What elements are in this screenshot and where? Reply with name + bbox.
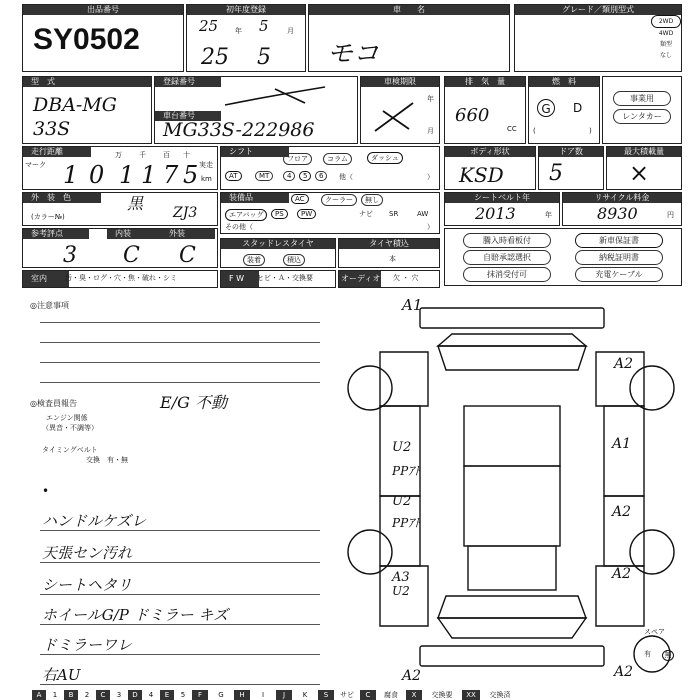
- equip-ps: PS: [271, 209, 288, 219]
- studless-mounted: 装着: [243, 254, 265, 266]
- grade-box: [514, 4, 682, 72]
- inspection-box: [360, 76, 440, 144]
- unit-hyaku: 百: [163, 151, 170, 159]
- legend-fushoku: 腐食: [384, 691, 398, 699]
- legend-c2: C: [360, 690, 376, 700]
- gear-4: 4: [283, 171, 295, 181]
- studless-loaded: 積込: [283, 254, 305, 266]
- digit-1: 1: [63, 161, 79, 189]
- audio-label: オーディオ: [339, 271, 381, 287]
- notes-line-3: [40, 362, 320, 363]
- docs-box: [444, 228, 682, 286]
- doc-tax: 納税証明書: [575, 250, 663, 265]
- doc-board: 騰入時看板付: [463, 233, 551, 248]
- grade-none: なし: [659, 52, 672, 59]
- equip-navi: ナビ: [359, 210, 373, 218]
- equip-pw: PW: [297, 209, 316, 219]
- equip-none: 無し: [361, 194, 383, 206]
- shift-mt: MT: [255, 171, 273, 181]
- inspection-header: 車検期限: [361, 77, 439, 87]
- recycle-box: [562, 192, 682, 226]
- car-name-value: モコ: [327, 39, 380, 69]
- legend-1: 1: [52, 691, 58, 699]
- interior-row-label: 室内: [23, 271, 69, 287]
- digit-5: 7: [163, 161, 179, 189]
- shift-dash: ダッシュ: [367, 152, 403, 164]
- legend-g: G: [218, 691, 224, 699]
- fuel-paren-open: (: [533, 127, 536, 135]
- spare-none: 無: [662, 650, 674, 661]
- legend-koukanzumi: 交換済: [489, 691, 511, 699]
- legend-3: 3: [116, 691, 122, 699]
- mark-right-a2-low: A2: [612, 566, 632, 582]
- model-box: [22, 76, 152, 144]
- exterior-header: 外 装 色: [23, 193, 101, 203]
- equip-sr: SR: [389, 210, 399, 218]
- exterior-value: 黒: [127, 194, 144, 213]
- mileage-km: km: [201, 175, 212, 183]
- remark-6: 右AU: [42, 666, 81, 684]
- legend-h: H: [234, 690, 250, 700]
- shift-floor: フロア: [283, 153, 312, 165]
- displacement-unit: CC: [507, 125, 517, 133]
- year-unit: 年: [235, 27, 242, 35]
- fw-row: [220, 270, 336, 288]
- displacement-header: 排 気 量: [445, 77, 525, 87]
- legend-xx: XX: [462, 690, 480, 700]
- legend-5: 5: [180, 691, 186, 699]
- notes-label: ◎注意事項: [30, 301, 69, 310]
- capacity-header: 最大積載量: [607, 147, 681, 157]
- lot-number: SY0502: [33, 23, 140, 56]
- chassis-header: 車台番号: [155, 111, 221, 121]
- gear-6: 6: [315, 171, 327, 181]
- equip-airbag: エアバッグ: [225, 209, 267, 221]
- seatbelt-header: シートベルト年: [445, 193, 559, 203]
- spare-label: スペア: [644, 628, 665, 636]
- car-name-header: 車 名: [309, 5, 509, 15]
- doors-box: [538, 146, 604, 190]
- mileage-box: [22, 146, 218, 190]
- mark-rear-a1: A2: [402, 668, 422, 684]
- grade-2wd: 2WD: [651, 15, 681, 28]
- displacement-box: [444, 76, 526, 144]
- remark-4: ホイールG/P ドミラー キズ: [42, 606, 229, 624]
- fuel-d: D: [573, 101, 583, 115]
- seatbelt-unit: 年: [545, 211, 552, 219]
- score-value: 3: [63, 243, 77, 268]
- interior-row: [22, 270, 218, 288]
- exterior-score: C: [179, 243, 196, 268]
- interior-row-items: 汚・臭・ログ・穴・焦・破れ・シミ: [65, 274, 177, 282]
- first-reg-box: [186, 4, 306, 72]
- mark-left-a3: A3: [392, 570, 410, 585]
- shift-box: [220, 146, 440, 190]
- grade-header: グレード／類別型式: [515, 5, 681, 15]
- notes-line-2: [40, 342, 320, 343]
- fw-items: ヒビ・Ａ・交換要: [257, 274, 313, 282]
- legend-4: 4: [148, 691, 154, 699]
- legend-sabi: サビ: [340, 691, 354, 699]
- legend-2: 2: [84, 691, 90, 699]
- gear-5: 5: [299, 171, 311, 181]
- remark-3: シートヘタリ: [42, 576, 133, 594]
- legend-s: S: [318, 690, 334, 700]
- remark-5: ドミラーワレ: [42, 636, 133, 654]
- doc-jibai: 自賠承認選択: [463, 250, 551, 265]
- usage-rental: レンタカー: [613, 109, 671, 124]
- legend-strip: [32, 690, 682, 700]
- doors-header: ドア数: [539, 147, 603, 157]
- remark-1: ハンドルケズレ: [42, 512, 147, 530]
- mark-left-u2-top: U2: [392, 440, 412, 455]
- mark-left-u2-mid: U2: [392, 494, 412, 509]
- capacity-value: ×: [629, 159, 650, 187]
- body-type-value: KSD: [459, 163, 504, 187]
- legend-k: K: [302, 691, 308, 699]
- legend-f: F: [192, 690, 208, 700]
- scores-header: 参考評点: [23, 229, 89, 239]
- mileage-mark: マーク: [25, 161, 46, 169]
- mark-left-pp-mid: PPｱﾄ: [392, 516, 421, 530]
- legend-i: I: [261, 691, 265, 699]
- grade-type: 類型: [659, 41, 672, 48]
- mark-right-a2-top: A2: [614, 356, 634, 372]
- notes-line-1: [40, 322, 320, 323]
- digit-2: 0: [89, 161, 105, 189]
- mileage-flag: 実走: [199, 161, 213, 169]
- doc-warranty: 新車保証書: [575, 233, 663, 248]
- timing-opts: 交換 有・無: [86, 456, 128, 464]
- exterior-score-header: 外装: [161, 229, 215, 239]
- unit-man: 万: [115, 151, 122, 159]
- inspection-year-unit: 年: [427, 95, 434, 103]
- mark-left-pp-top: PPｱﾄ: [392, 464, 421, 478]
- shift-close: ）: [427, 173, 434, 181]
- registration-box: [154, 76, 358, 144]
- legend-koukanyou: 交換要: [431, 691, 453, 699]
- model-value: DBA-MG33S: [33, 94, 117, 140]
- recycle-unit: 円: [667, 211, 674, 219]
- equip-aw: AW: [417, 210, 429, 218]
- interior-score: C: [123, 243, 140, 268]
- equipment-header: 装備品: [221, 193, 289, 203]
- lot-header: 出品番号: [23, 5, 183, 15]
- usage-box: [602, 76, 682, 144]
- unit-sen: 千: [139, 151, 146, 159]
- equipment-box: [220, 192, 440, 234]
- body-type-box: [444, 146, 536, 190]
- tire-value: 本: [389, 255, 396, 263]
- doors-value: 5: [549, 161, 563, 186]
- remark-line-6: [40, 684, 320, 685]
- equip-cooler: クーラー: [321, 194, 357, 206]
- mark-right-a1: A1: [612, 436, 632, 452]
- equip-other: その他（: [225, 223, 253, 231]
- interior-header: 内装: [107, 229, 161, 239]
- digit-6: 5: [183, 161, 199, 189]
- grade-options: [651, 15, 681, 61]
- tire-header: タイヤ積込: [339, 239, 439, 249]
- mark-right-a2-mid: A2: [612, 504, 632, 520]
- car-name-box: [308, 4, 510, 72]
- exterior-box: [22, 192, 218, 226]
- inspector-remark-1: E/G 不動: [160, 393, 227, 412]
- legend-x: X: [406, 690, 422, 700]
- audio-row: [338, 270, 440, 288]
- first-reg-hand-year: 25: [201, 45, 229, 70]
- usage-business: 事業用: [613, 91, 671, 106]
- fuel-g: G: [537, 99, 555, 117]
- capacity-box: [606, 146, 682, 190]
- registration-header: 登録番号: [155, 77, 221, 87]
- studless-box: [220, 238, 336, 268]
- remark-2: 天張セン汚れ: [42, 544, 133, 562]
- recycle-value: 8930: [597, 204, 638, 223]
- exterior-color-no: (カラー№): [31, 213, 65, 221]
- first-reg-month: 5: [259, 17, 269, 35]
- first-reg-header: 初年度登録: [187, 5, 305, 15]
- model-header: 型 式: [23, 77, 151, 87]
- first-reg-hand-month: 5: [257, 45, 271, 70]
- recycle-header: リサイクル料金: [563, 193, 681, 203]
- equip-close: ）: [427, 223, 434, 231]
- seatbelt-value: 2013: [475, 204, 516, 223]
- first-reg-era: 25: [199, 17, 219, 35]
- fuel-box: [528, 76, 600, 144]
- month-unit: 月: [287, 27, 294, 35]
- studless-header: スタッドレスタイヤ: [221, 239, 335, 249]
- legend-a: A: [32, 690, 46, 700]
- seatbelt-box: [444, 192, 560, 226]
- fw-label: F W: [221, 271, 259, 287]
- doc-cable: 充電ケーブル: [575, 267, 663, 282]
- bullet: •: [42, 484, 50, 498]
- legend-c: C: [96, 690, 110, 700]
- chassis-value: MG33S-222986: [163, 119, 315, 141]
- inspection-cross: [369, 97, 429, 137]
- scores-box: [22, 228, 218, 268]
- audio-items: 欠 ・ 穴: [393, 274, 419, 282]
- legend-d: D: [128, 690, 142, 700]
- mileage-header: 走行距離: [23, 147, 91, 157]
- equip-ac: AC: [291, 194, 309, 204]
- mark-front-a1: A1: [402, 296, 423, 314]
- mark-rear-a2: A2: [614, 664, 634, 680]
- engine-label: エンジン関係: [46, 414, 88, 422]
- engine-sub: （異音・不調等）: [42, 424, 98, 432]
- shift-other: 他（: [339, 173, 353, 181]
- tire-box: [338, 238, 440, 268]
- digit-3: 1: [119, 161, 135, 189]
- legend-e: E: [160, 690, 174, 700]
- shift-at: AT: [225, 171, 242, 181]
- inspector-label: ◎検査員報告: [30, 399, 77, 408]
- doc-cancel: 抹消受付可: [463, 267, 551, 282]
- notes-line-4: [40, 382, 320, 383]
- spare-has: 有: [644, 650, 651, 658]
- grade-4wd: 4WD: [658, 30, 674, 37]
- timing-label: タイミングベルト: [42, 446, 98, 454]
- vehicle-diagram: [346, 296, 676, 688]
- body-type-header: ボディ形状: [445, 147, 535, 157]
- shift-column: コラム: [323, 153, 352, 165]
- mark-left-u2-low: U2: [392, 584, 410, 598]
- unit-juu: 十: [183, 151, 190, 159]
- displacement-value: 660: [455, 105, 490, 126]
- shift-header: シフト: [221, 147, 289, 157]
- lot-box: [22, 4, 184, 72]
- legend-b: B: [64, 690, 78, 700]
- fuel-paren-close: ): [589, 127, 592, 135]
- legend-j: J: [276, 690, 292, 700]
- fuel-header: 燃 料: [529, 77, 599, 87]
- digit-4: 1: [141, 161, 157, 189]
- exterior-code: ZJ3: [173, 205, 198, 221]
- inspection-month-unit: 月: [427, 127, 434, 135]
